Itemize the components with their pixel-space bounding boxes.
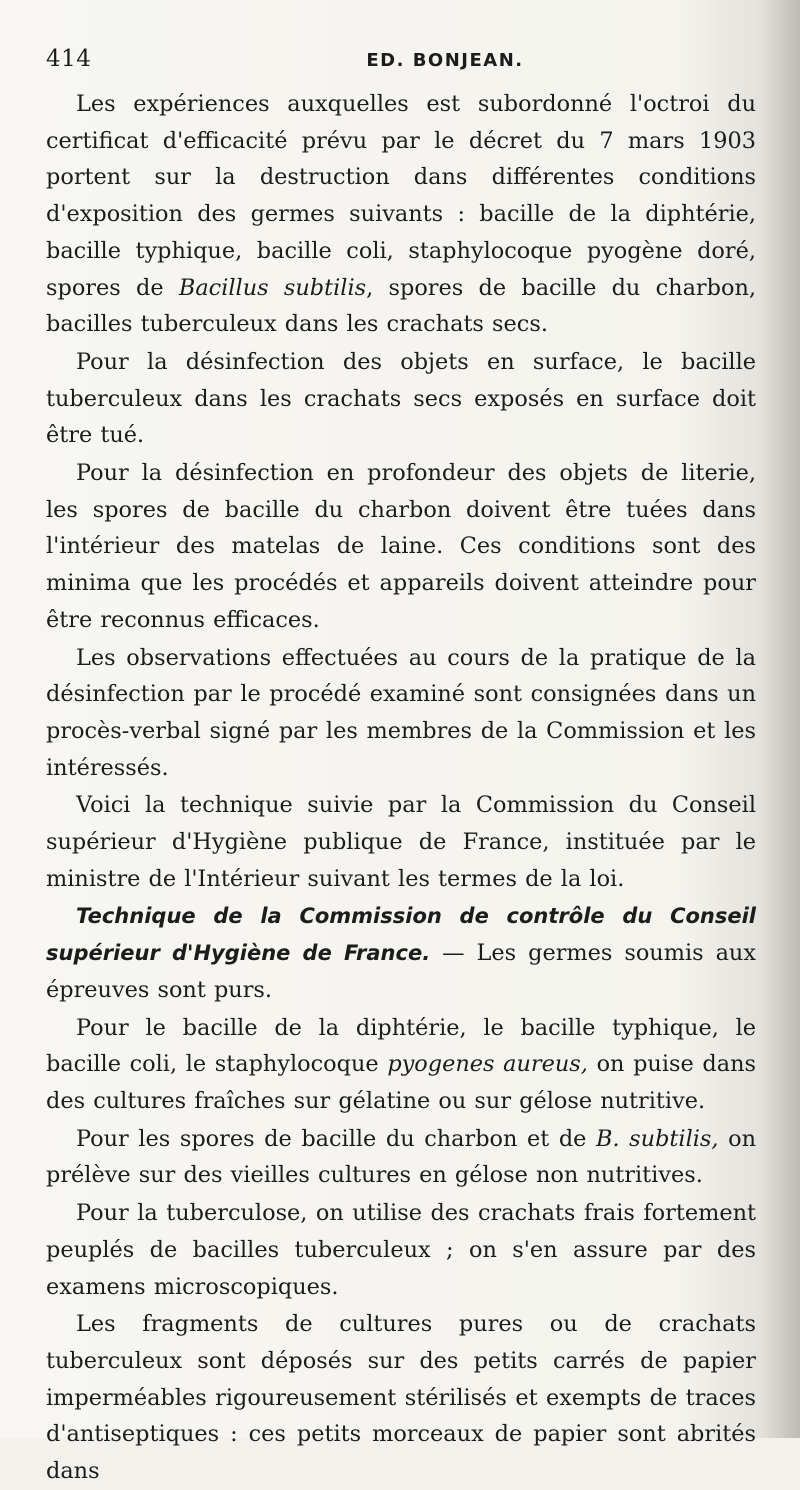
text-run: Les observations effectuées au cours de la pratique de la désinfection par le procédé examiné sont consignées dans un procès-verbal signé par les membres de la Commission et les intéressés.	[46, 644, 756, 781]
text-run: Pour la tuberculose, on utilise des crachats frais fortement peuplés de bacilles tuberculeux ; on s'en assure par des examens microscopiques.	[46, 1200, 756, 1300]
text-run: Pour le bacille de la diphtérie, le bacille typhique, le bacille coli, le staphylocoque	[46, 1014, 756, 1078]
paragraph	[46, 640, 756, 787]
text-run: on prélève sur des vieilles cultures en gélose non nutritives.	[46, 1125, 756, 1189]
italic-text: B. subtilis,	[596, 1125, 719, 1152]
text-run: Pour les spores de bacille du charbon et de	[76, 1125, 597, 1152]
paragraph	[46, 344, 756, 454]
text-run: Les expériences auxquelles est subordonné l'octroi du certificat d'efficacité prévu par le décret du 7 mars 1903 portent sur la destruction dans différentes conditions d'exposition des germes suivants : bacille de la diphtérie, bacille typhique, bacille coli, staphylocoque pyogène doré, spores de	[46, 91, 756, 301]
page-header	[46, 42, 754, 82]
italic-text: Bacillus subtilis	[178, 274, 367, 301]
running-head: ED. BONJEAN.	[366, 50, 524, 71]
text-run: Pour la désinfection des objets en surface, le bacille tuberculeux dans les crachats secs exposés en surface doit être tué.	[46, 348, 756, 449]
page-number: 414	[46, 46, 92, 72]
text-run: , spores de bacille du charbon, bacilles tuberculeux dans les crachats secs.	[46, 274, 756, 338]
text-run: — Les germes soumis aux épreuves sont purs.	[46, 940, 756, 1003]
text-run: Voici la technique suivie par la Commission du Conseil supérieur d'Hygiène publique de France, instituée par le ministre de l'Intérieur suivant les termes de la loi.	[46, 792, 756, 892]
body-text	[46, 86, 756, 1490]
paragraph	[46, 1195, 756, 1305]
paragraph	[46, 455, 756, 639]
text-run: Les fragments de cultures pures ou de crachats tuberculeux sont déposés sur des petits carrés de papier imperméables rigoureusement stérilisés et exempts de traces d'antiseptiques : ces petits morceaux de papier sont abrités dans	[46, 1311, 756, 1485]
paragraph	[46, 787, 756, 897]
section-heading: Technique de la Commission de contrôle du Conseil supérieur d'Hygiène de France.	[46, 904, 756, 966]
paragraph	[46, 1306, 756, 1490]
paragraph	[46, 86, 756, 343]
paragraph	[46, 1121, 756, 1194]
paragraph	[46, 898, 756, 1008]
text-run: Pour la désinfection en profondeur des objets de literie, les spores de bacille du charbon doivent être tuées dans l'intérieur des matelas de laine. Ces conditions sont des minima que les procédés et appareils doivent atteindre pour être reconnus efficaces.	[46, 460, 756, 633]
paragraph	[46, 1010, 756, 1120]
italic-text: pyogenes aureus,	[387, 1051, 588, 1078]
text-run: on puise dans des cultures fraîches sur gélatine ou sur gélose nutritive.	[46, 1051, 756, 1114]
